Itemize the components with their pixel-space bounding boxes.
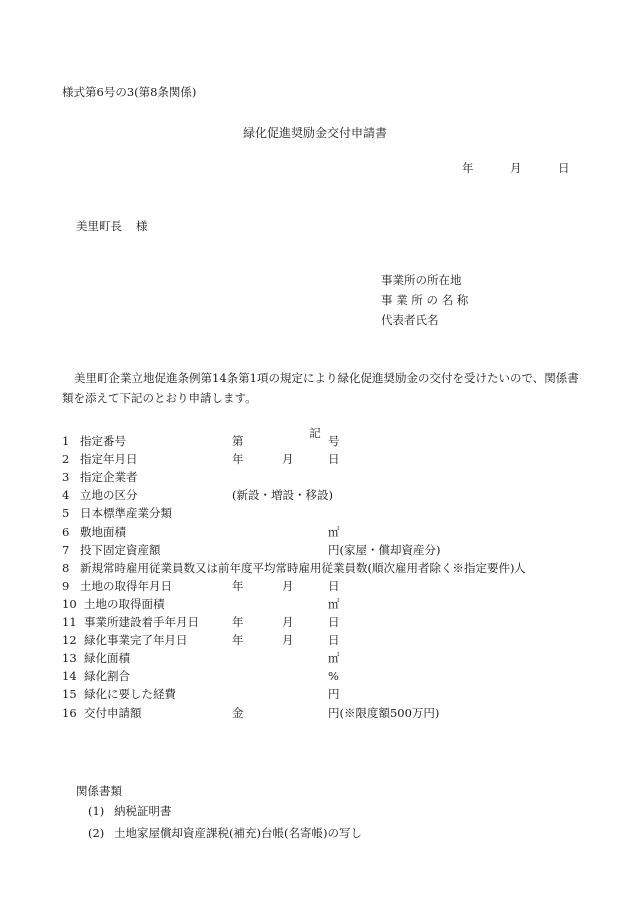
item-field-3: ㎡ — [328, 596, 340, 611]
date-month-label: 月 — [510, 161, 522, 175]
related-document-number: (1) — [88, 804, 105, 818]
item-number: 2 — [62, 452, 70, 467]
item-label: 指定番号 — [80, 434, 126, 448]
item-number: 7 — [62, 542, 70, 557]
related-document-text: 納税証明書 — [114, 804, 172, 818]
applicant-representative-label: 代表者氏名 — [381, 313, 439, 327]
item-field-2: 月 — [282, 452, 294, 467]
addressee — [76, 218, 148, 234]
request-body: 美里町企業立地促進条例第14条第1項の規定により緑化促進奨励金の交付を受けたいので、関係書類を添えて下記のとおり申請します。 — [62, 371, 579, 405]
item-field-2: 月 — [282, 578, 294, 593]
item-number: 13 — [62, 651, 77, 666]
date-year-label: 年 — [462, 161, 474, 175]
item-field-3: 日 — [328, 615, 340, 629]
item-number: 11 — [62, 615, 77, 629]
related-document-item — [88, 825, 362, 841]
item-field-3: 円(※限度額500万円) — [328, 705, 440, 720]
item-label: 指定年月日 — [80, 452, 138, 467]
item-field-3: ㎡ — [328, 651, 340, 666]
application-date — [462, 160, 570, 176]
document-title: 緑化促進奨励金交付申請書 — [242, 126, 387, 140]
item-label: 日本標準産業分類 — [80, 506, 172, 521]
related-documents-heading: 関係書類 — [76, 784, 122, 798]
item-label: 緑化事業完了年月日 — [84, 633, 188, 648]
item-number: 3 — [62, 470, 70, 485]
item-number: 16 — [62, 705, 77, 720]
item-field-3: 円 — [328, 687, 340, 702]
item-label: 土地の取得面積 — [84, 596, 165, 611]
related-document-text: 土地家屋償却資産課税(補充)台帳(名寄帳)の写し — [114, 826, 362, 840]
item-field-1: 年 — [232, 633, 244, 648]
item-field-1: 金 — [232, 705, 244, 720]
item-field-2: 月 — [282, 615, 294, 629]
item-field-1: 年 — [232, 452, 244, 467]
applicant-block — [381, 272, 468, 332]
addressee-honorific: 様 — [136, 219, 148, 233]
item-field-1: 年 — [232, 578, 244, 593]
addressee-name: 美里町長 — [76, 219, 122, 233]
item-number: 10 — [62, 596, 77, 611]
item-label: 新規常時雇用従業員数又は前年度平均常時雇用従業員数(順次雇用者除く※指定要件) — [80, 560, 515, 575]
item-number: 14 — [62, 669, 77, 684]
item-suffix: 人 — [514, 560, 526, 575]
item-number: 1 — [62, 434, 70, 448]
applicant-address-label: 事業所の所在地 — [381, 273, 462, 287]
item-field-1: 年 — [232, 615, 244, 629]
item-field-3: 円(家屋・償却資産分) — [328, 542, 441, 557]
item-number: 5 — [62, 506, 70, 521]
item-label: 交付申請額 — [84, 705, 142, 720]
item-label: 指定企業者 — [80, 470, 138, 485]
item-field-3: 日 — [328, 578, 340, 593]
item-field-3: 号 — [328, 434, 340, 448]
item-field-3: 日 — [328, 452, 340, 467]
date-day-label: 日 — [558, 161, 570, 175]
item-field-2: 月 — [282, 633, 294, 648]
item-label: 事業所建設着手年月日 — [84, 615, 199, 629]
item-number: 9 — [62, 578, 70, 593]
item-label: 土地の取得年月日 — [80, 578, 172, 593]
item-number: 4 — [62, 488, 70, 503]
item-label: 緑化面積 — [84, 651, 130, 666]
applicant-name-label: 事 業 所 の 名 称 — [381, 293, 469, 307]
form-number: 様式第6号の3(第8条関係) — [62, 85, 197, 99]
item-field-1: (新設・増設・移設) — [232, 488, 333, 503]
item-number: 15 — [62, 687, 77, 702]
related-document-number: (2) — [88, 826, 105, 840]
item-field-3: % — [328, 669, 339, 684]
item-field-1: 第 — [232, 434, 244, 448]
item-label: 敷地面積 — [80, 524, 126, 539]
item-number: 12 — [62, 633, 77, 648]
ki-heading: 記 — [309, 426, 321, 440]
item-label: 緑化に要した経費 — [84, 687, 176, 702]
item-number: 6 — [62, 524, 70, 539]
item-field-3: 日 — [328, 633, 340, 648]
item-field-3: ㎡ — [328, 524, 340, 539]
item-label: 投下固定資産額 — [80, 542, 161, 557]
item-label: 立地の区分 — [80, 488, 138, 503]
related-document-item — [88, 803, 172, 819]
item-number: 8 — [62, 560, 70, 575]
item-label: 緑化割合 — [84, 669, 130, 684]
